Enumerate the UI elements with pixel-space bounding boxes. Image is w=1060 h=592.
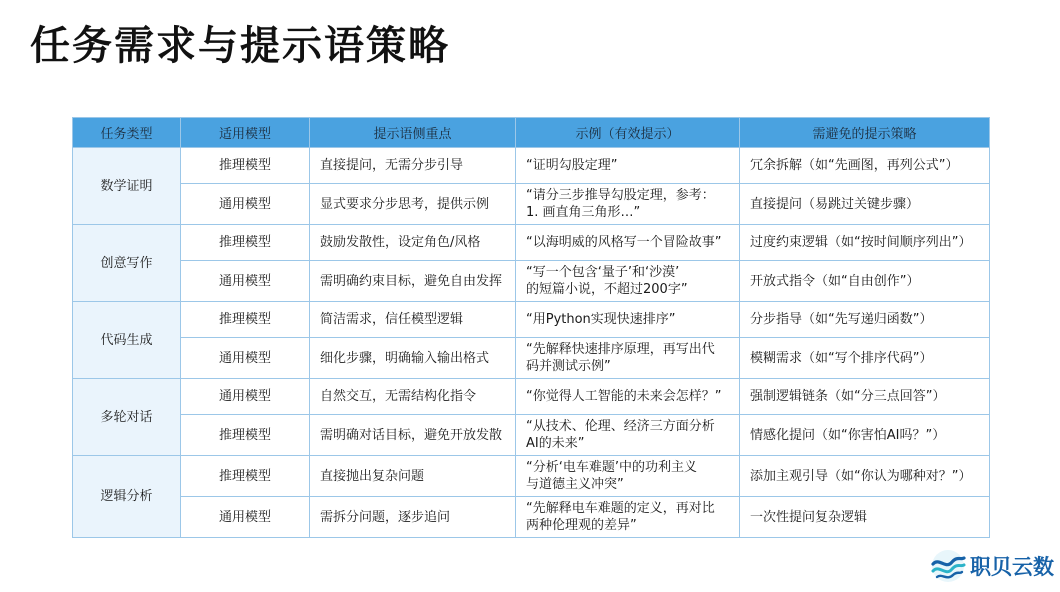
focus-cell: 直接抛出复杂问题 [310, 456, 516, 497]
table-row [73, 225, 990, 261]
avoid-cell: 冗余拆解（如“先画图，再列公式”） [740, 148, 990, 184]
example-cell [516, 379, 740, 415]
task-category: 多轮对话 [73, 379, 181, 456]
example-line: “用Python实现快速排序” [526, 312, 676, 327]
avoid-cell: 模糊需求（如“写个排序代码”） [740, 338, 990, 379]
example-cell [516, 184, 740, 225]
task-category: 逻辑分析 [73, 456, 181, 538]
model-cell: 推理模型 [181, 148, 310, 184]
avoid-cell: 过度约束逻辑（如“按时间顺序列出”） [740, 225, 990, 261]
task-category: 创意写作 [73, 225, 181, 302]
focus-cell: 自然交互，无需结构化指令 [310, 379, 516, 415]
model-cell: 推理模型 [181, 415, 310, 456]
table-row [73, 302, 990, 338]
brand-logo [930, 548, 1054, 584]
avoid-cell: 直接提问（易跳过关键步骤） [740, 184, 990, 225]
strategy-table [72, 117, 990, 538]
focus-cell: 需拆分问题，逐步追问 [310, 497, 516, 538]
example-line: “请分三步推导勾股定理，参考： [526, 188, 715, 203]
example-line: “写一个包含‘量子’和‘沙漠’ [526, 265, 680, 280]
brand-name: 职贝云数 [970, 555, 1054, 579]
example-line: “分析‘电车难题’中的功利主义 [526, 460, 697, 475]
example-line: 与道德主义冲突” [526, 477, 624, 492]
table-row [73, 497, 990, 538]
model-cell: 推理模型 [181, 225, 310, 261]
focus-cell: 显式要求分步思考，提供示例 [310, 184, 516, 225]
example-cell [516, 148, 740, 184]
example-line: “从技术、伦理、经济三方面分析 [526, 419, 715, 434]
example-line: 码并测试示例” [526, 359, 611, 374]
focus-cell: 鼓励发散性，设定角色/风格 [310, 225, 516, 261]
example-line: “以海明威的风格写一个冒险故事” [526, 235, 722, 250]
header-example: 示例（有效提示） [516, 118, 740, 148]
task-category: 数学证明 [73, 148, 181, 225]
example-cell [516, 261, 740, 302]
header-focus: 提示语侧重点 [310, 118, 516, 148]
avoid-cell: 一次性提问复杂逻辑 [740, 497, 990, 538]
model-cell: 推理模型 [181, 302, 310, 338]
model-cell: 通用模型 [181, 338, 310, 379]
header-avoid: 需避免的提示策略 [740, 118, 990, 148]
table-header-row [73, 118, 990, 148]
avoid-cell: 强制逻辑链条（如“分三点回答”） [740, 379, 990, 415]
focus-cell: 细化步骤，明确输入输出格式 [310, 338, 516, 379]
wave-globe-logo-icon [930, 548, 968, 584]
table-row [73, 148, 990, 184]
focus-cell: 简洁需求，信任模型逻辑 [310, 302, 516, 338]
example-line: 1. 画直角三角形…” [526, 205, 641, 220]
header-task-type: 任务类型 [73, 118, 181, 148]
avoid-cell: 情感化提问（如“你害怕AI吗？”） [740, 415, 990, 456]
avoid-cell: 添加主观引导（如“你认为哪种对？”） [740, 456, 990, 497]
model-cell: 通用模型 [181, 497, 310, 538]
example-line: “证明勾股定理” [526, 158, 618, 173]
example-line: “先解释电车难题的定义，再对比 [526, 501, 715, 516]
page-title: 任务需求与提示语策略 [30, 23, 450, 69]
table-row [73, 456, 990, 497]
focus-cell: 需明确对话目标，避免开放发散 [310, 415, 516, 456]
table-row [73, 379, 990, 415]
table-row [73, 184, 990, 225]
focus-cell: 需明确约束目标，避免自由发挥 [310, 261, 516, 302]
example-line: “先解释快速排序原理，再写出代 [526, 342, 715, 357]
avoid-cell: 开放式指令（如“自由创作”） [740, 261, 990, 302]
table-row [73, 415, 990, 456]
model-cell: 推理模型 [181, 456, 310, 497]
focus-cell: 直接提问，无需分步引导 [310, 148, 516, 184]
example-cell [516, 415, 740, 456]
avoid-cell: 分步指导（如“先写递归函数”） [740, 302, 990, 338]
example-cell [516, 225, 740, 261]
header-model: 适用模型 [181, 118, 310, 148]
table-body [73, 148, 990, 538]
model-cell: 通用模型 [181, 379, 310, 415]
example-cell [516, 302, 740, 338]
example-cell [516, 338, 740, 379]
table-row [73, 261, 990, 302]
example-line: “你觉得人工智能的未来会怎样？” [526, 389, 722, 404]
example-cell [516, 456, 740, 497]
table-row [73, 338, 990, 379]
example-cell [516, 497, 740, 538]
example-line: 两种伦理观的差异” [526, 518, 637, 533]
model-cell: 通用模型 [181, 184, 310, 225]
example-line: AI的未来” [526, 436, 585, 451]
model-cell: 通用模型 [181, 261, 310, 302]
example-line: 的短篇小说，不超过200字” [526, 282, 688, 297]
task-category: 代码生成 [73, 302, 181, 379]
